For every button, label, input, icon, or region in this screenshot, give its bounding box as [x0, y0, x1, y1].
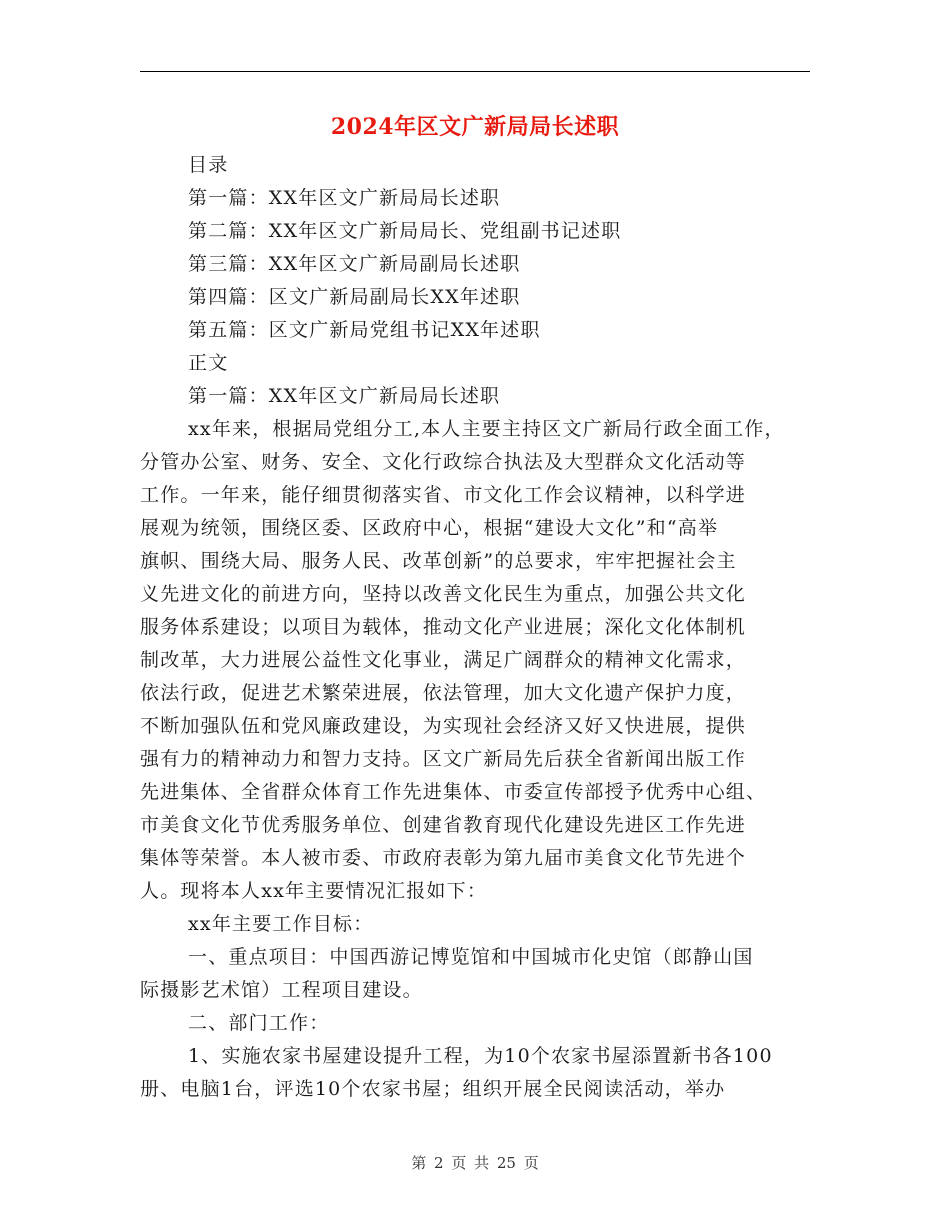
paragraph-line: 市美食文化节优秀服务单位、创建省教育现代化建设先进区工作先进 [140, 814, 747, 836]
dept-heading: 二、部门工作： [188, 1012, 330, 1034]
key-project-line: 际摄影艺术馆）工程项目建设。 [140, 979, 423, 1001]
document-title: 2024年区文广新局局长述职 [330, 114, 620, 140]
body-heading: 正文 [188, 352, 229, 374]
goals-heading: xx年主要工作目标： [188, 913, 374, 935]
paragraph-line: 工作。一年来，能仔细贯彻落实省、市文化工作会议精神，以科学进 [140, 484, 747, 506]
toc-heading: 目录 [188, 154, 229, 176]
paragraph-line: 制改革，大力进展公益性文化事业，满足广阔群众的精神文化需求， [140, 649, 747, 671]
page-number: 第 2 页 共 25 页 [411, 1154, 539, 1172]
toc-item-4: 第四篇：区文广新局副局长XX年述职 [188, 286, 521, 308]
paragraph-line: 依法行政，促进艺术繁荣进展，依法管理，加大文化遗产保护力度， [140, 682, 747, 704]
header-rule [140, 71, 810, 72]
paragraph-line: 展观为统领，围绕区委、区政府中心，根据“建设大文化”和“高举 [140, 517, 719, 539]
key-project-line: 一、重点项目：中国西游记博览馆和中国城市化史馆（郎静山国 [188, 946, 754, 968]
toc-item-5: 第五篇：区文广新局党组书记XX年述职 [188, 319, 541, 341]
paragraph-line: 先进集体、全省群众体育工作先进集体、市委宣传部授予优秀中心组、 [140, 781, 767, 803]
toc-item-2: 第二篇：XX年区文广新局局长、党组副书记述职 [188, 220, 622, 242]
toc-item-1: 第一篇：XX年区文广新局局长述职 [188, 187, 501, 209]
paragraph-line: 旗帜、围绕大局、服务人民、改革创新”的总要求，牢牢把握社会主 [140, 550, 737, 572]
paragraph-line: 人。现将本人xx年主要情况汇报如下： [140, 880, 488, 902]
article-title: 第一篇：XX年区文广新局局长述职 [188, 385, 501, 407]
paragraph-line: 强有力的精神动力和智力支持。区文广新局先后获全省新闻出版工作 [140, 748, 747, 770]
paragraph-line: 服务体系建设；以项目为载体，推动文化产业进展；深化文化体制机 [140, 616, 747, 638]
paragraph-line: 集体等荣誉。本人被市委、市政府表彰为第九届市美食文化节先进个 [140, 847, 747, 869]
dept-item-line: 1、实施农家书屋建设提升工程，为10个农家书屋添置新书各100 [188, 1045, 773, 1067]
paragraph-line: 义先进文化的前进方向，坚持以改善文化民生为重点，加强公共文化 [140, 583, 747, 605]
paragraph-line: 不断加强队伍和党风廉政建设，为实现社会经济又好又快进展，提供 [140, 715, 747, 737]
paragraph-line: xx年来，根据局党组分工,本人主要主持区文广新局行政全面工作， [188, 418, 785, 440]
dept-item-line: 册、电脑1台，评选10个农家书屋；组织开展全民阅读活动，举办 [140, 1078, 726, 1100]
paragraph-line: 分管办公室、财务、安全、文化行政综合执法及大型群众文化活动等 [140, 451, 747, 473]
toc-item-3: 第三篇：XX年区文广新局副局长述职 [188, 253, 521, 275]
